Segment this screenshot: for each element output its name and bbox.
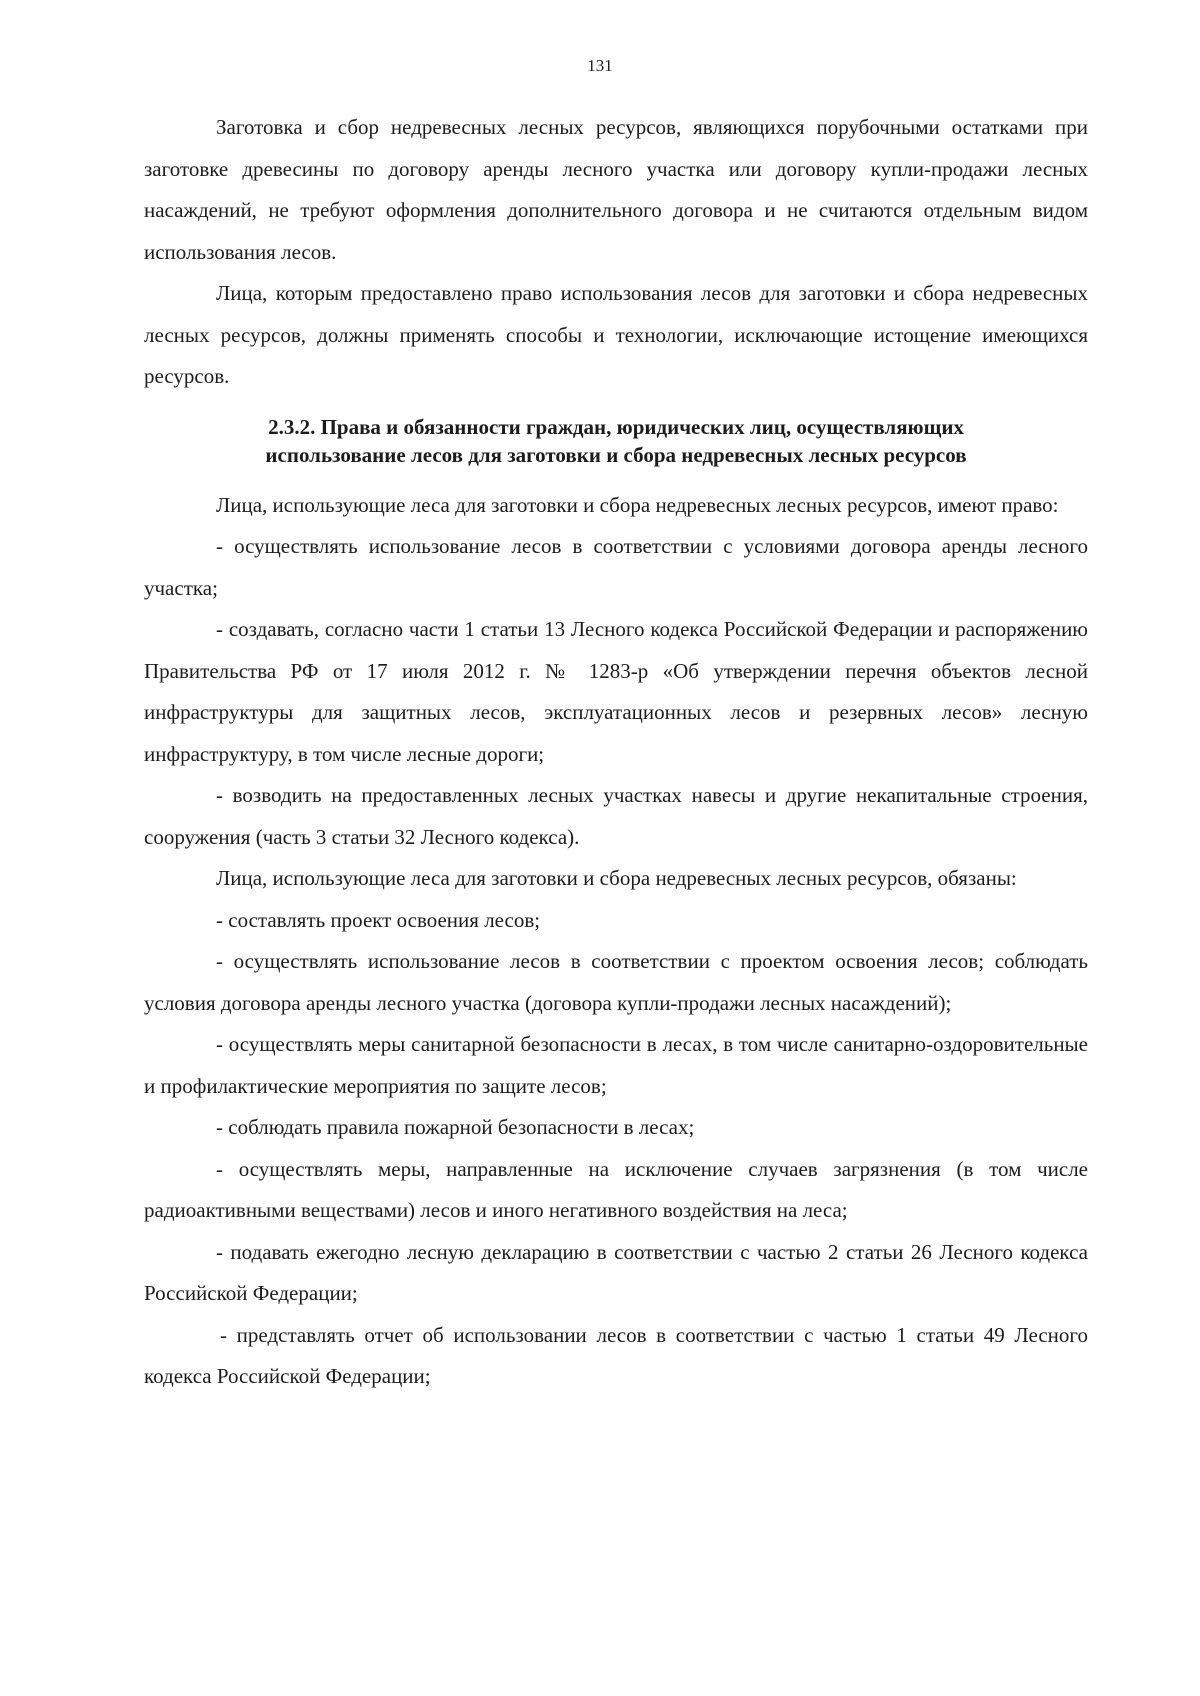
document-body	[144, 107, 1088, 1398]
list-item: - представлять отчет об использовании лесов в соответствии с частью 1 статьи 49 Лесного кодекса Российской Федерации;	[144, 1322, 1088, 1388]
paragraph: Лица, использующие леса для заготовки и сбора недревесных лесных ресурсов, имеют право:	[216, 492, 1059, 517]
section-heading	[144, 413, 1088, 469]
list-item: - подавать ежегодно лесную декларацию в соответствии с частью 2 статьи 26 Лесного кодекса Российской Федерации;	[144, 1239, 1088, 1305]
page-number: 131	[587, 56, 613, 75]
list-item: - возводить на предоставленных лесных участках навесы и другие некапитальные строения, сооружения (часть 3 статьи 32 Лесного кодекса).	[144, 783, 1088, 849]
list-item: - осуществлять меры санитарной безопасности в лесах, в том числе санитарно-оздоровительные и профилактические мероприятия по защите лесов;	[144, 1032, 1088, 1098]
paragraph: Заготовка и сбор недревесных лесных ресурсов, являющихся порубочными остатками при заготовке древесины по договору аренды лесного участка или договору купли-продажи лесных насаждений, не требуют оформления дополнительного договора и не считаются отдельным видом использования лесов.	[144, 115, 1088, 264]
list-item: - составлять проект освоения лесов;	[216, 907, 541, 932]
list-item: - осуществлять использование лесов в соответствии с условиями договора аренды лесного участка;	[144, 534, 1088, 600]
section-heading-line: 2.3.2. Права и обязанности граждан, юридических лиц, осуществляющих	[268, 414, 964, 439]
section-heading-line: использование лесов для заготовки и сбора недревесных лесных ресурсов	[265, 442, 967, 467]
list-item: - соблюдать правила пожарной безопасности в лесах;	[216, 1115, 695, 1139]
paragraph: Лица, использующие леса для заготовки и сбора недревесных лесных ресурсов, обязаны:	[216, 866, 1017, 890]
list-item: - создавать, согласно части 1 статьи 13 Лесного кодекса Российской Федерации и распоряжению Правительства РФ от 17 июля 2012 г. № 1283-р «Об утверждении перечня объектов лесной инфраструктуры для защитных лесов, эксплуатационных лесов и резервных лесов» лесную инфраструктуру, в том числе лесные дороги;	[144, 617, 1088, 766]
list-item: - осуществлять использование лесов в соответствии с проектом освоения лесов; соблюдать условия договора аренды лесного участка (договора купли-продажи лесных насаждений);	[144, 949, 1088, 1015]
list-item: - осуществлять меры, направленные на исключение случаев загрязнения (в том числе радиоактивными веществами) лесов и иного негативного воздействия на леса;	[144, 1156, 1088, 1222]
paragraph: Лица, которым предоставлено право использования лесов для заготовки и сбора недревесных лесных ресурсов, должны применять способы и технологии, исключающие истощение имеющихся ресурсов.	[144, 281, 1088, 388]
